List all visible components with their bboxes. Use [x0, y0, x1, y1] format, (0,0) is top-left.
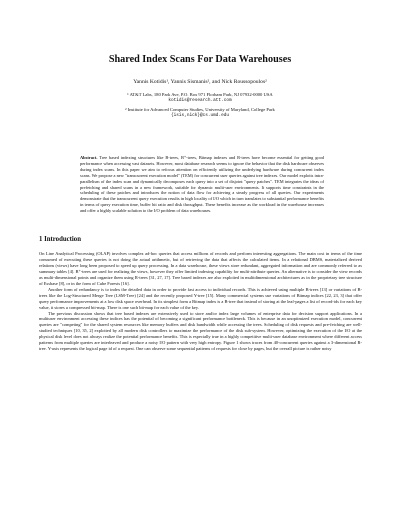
abstract	[80, 155, 324, 214]
paragraph: Another form of redundancy is to index the detailed data in order to provide fast access to individual records. This is achieved using multiple B-trees [13] or variations of B-trees like the Log-Structured Merge Tree (LSM-Tree) [24] and the recently proposed Y-tree [15]. Many commercial systems use variations of Bitmap indices [22, 23, 3] that offer query performance improvements at a low disk space overhead. In its simplest form a Bitmap index is a B-tree that instead of storing at the leaf-pages a list of record-ids for each key value, it stores a compressed bit-map. There is one such bit-map for each value of the key.	[39, 286, 362, 310]
paper-title: Shared Index Scans For Data Warehouses	[108, 54, 292, 65]
section-heading: 1 Introduction	[39, 236, 81, 243]
paragraph: The previous discussion shows that tree based indexes are extensively used to store and/or index large volumes of enterprise data for decision support applications. In a multiuser environment accessing these indices has the potential of becoming a significant performance bottleneck. This is because in an unoptimized execution model, concurrent queries are "competing" for the shared system resources like memory buffers and disk bandwidth while accessing the trees. Scheduling of disk requests and pre-fetching are well-studied techniques [10, 35, 2] exploited by all modern disk controllers to maximize the performance of the disk sub-system. However, optimizing the execution of the I/O at the physical disk level does not always realize the potential performance benefits. This is especially true in a highly competitive multi-user database environment where different access patterns from multiple queries are interleaved and produce a noisy I/O pattern with very high entropy. Figure 1 shows traces from 40-concurrent queries against a 3-dimensional R-tree. Y-axis represents the logical page id of a request. One can observe some sequential patterns of requests for close by pages, but the overall picture is rather noisy	[39, 310, 362, 352]
affiliation-2: ² Institute for Advanced Computer Studies, University of Maryland, College Park	[125, 107, 275, 112]
paragraph: On Line Analytical Processing (OLAP) involves complex ad-hoc queries that access millions of records and perform interesting aggregations. The main cost in terms of the time consumed of executing these queries is not doing the actual arithmetic, but of retrieving the data that affects the calculated items. In a relational DBMS, materialized derived relations (views) have long been proposed to speed up query processing. In a data warehouse, these views store redundant, aggregated information and are commonly referred to as summary tables [4]. B⁺-trees are used for realizing the views, however they offer limited indexing capability for multi-attribute queries. An alternative is to consider the view records as multi-dimensional points and organize them using R-trees [31, 27, 17]. Tree based indexes are also exploited in multidimensional architectures as in the proprietary tree structure of Essbase [8], or in the form of Cube Forests [16].	[39, 251, 362, 286]
paper-authors: Yannis Kotidis¹, Yannis Sismanis², and Nick Roussopoulos²	[133, 79, 267, 85]
affiliation-1: ¹ AT&T Labs, 180 Park Ave, P.O. Box 971 Florham Park, NJ 07932-0000 USA	[127, 92, 273, 97]
affiliation-1-email: kotidis@research.att.com	[168, 98, 232, 103]
abstract-label: Abstract.	[80, 155, 98, 160]
abstract-text: Tree based indexing structures like B-trees, B⁺-trees, Bitmap indexes and R-trees have become essential for getting good performance when accessing vast datasets. However, most database research seems to ignore the behavior that the disk hardware observes during index scans. In this paper we aim to refocus attention on efficiently utilizing the underlying hardware during concurrent index scans. We propose a new "transcurrent execution model" (TEM) for concurrent user queries against tree indexes. Our model exploits intra-parallelism of the index scan and dynamically decomposes each query into a set of disjoint "query patches". TEM integrates the ideas of prefetching and shared scans in a new framework, suitable for dynamic multi-user environments. It supports time constraints in the scheduling of these patches and introduces the notion of data flow for achieving a steady progress of all queries. Our experiments demonstrate that the transcurrent query execution results in high locality of I/O which in turn translates to substantial performance benefits in terms of query execution time, buffer hit ratio and disk throughput. These benefits increase as the workload in the warehouse increases and offer a highly scalable solution to the I/O problem of data warehouses.	[80, 155, 324, 214]
body-text	[39, 251, 362, 352]
affiliation-2-email: {isis,nick}@cs.umd.edu	[171, 113, 229, 118]
